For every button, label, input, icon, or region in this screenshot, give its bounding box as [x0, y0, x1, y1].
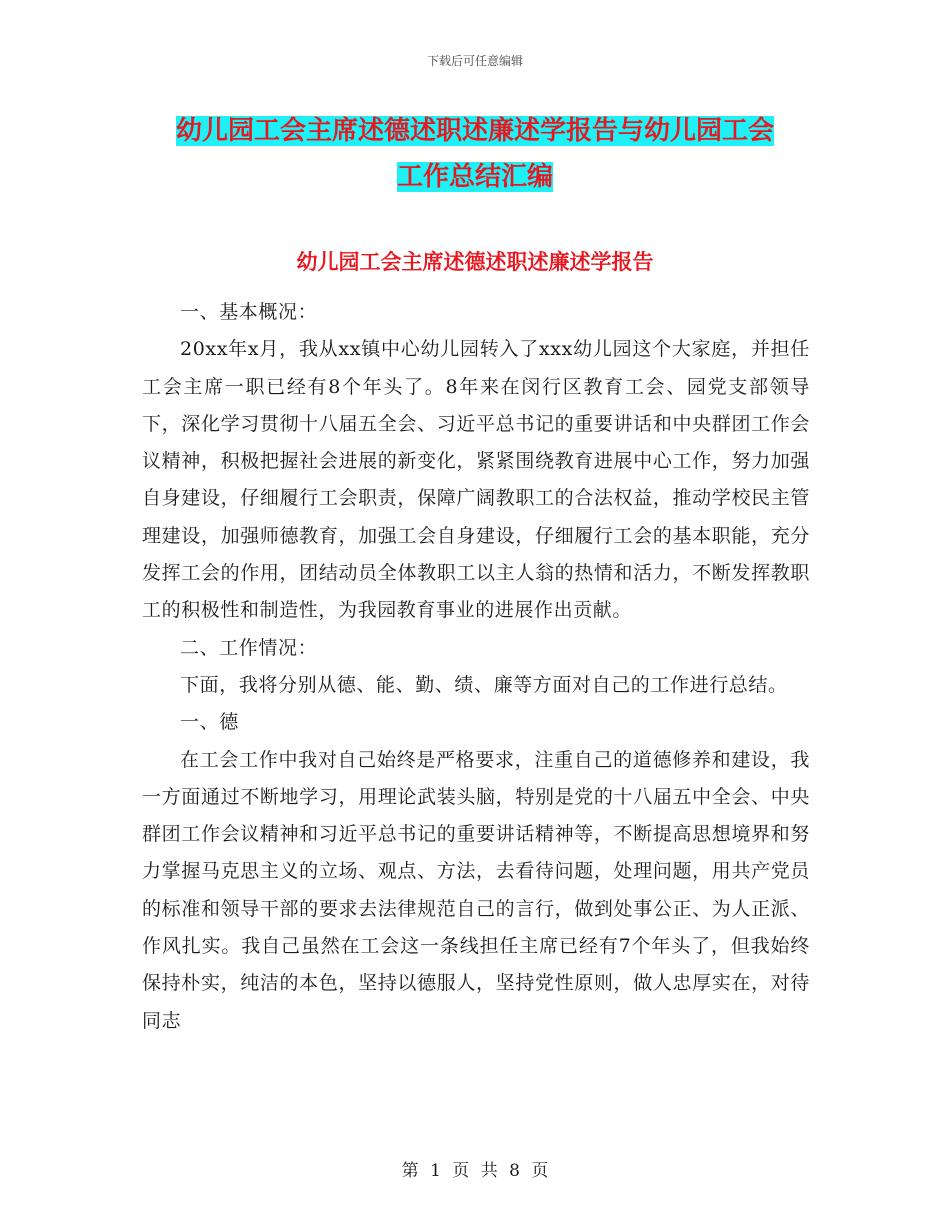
- document-title-line-2: 工作总结汇编: [396, 162, 553, 192]
- document-title-line-1: 幼儿园工会主席述德述职述廉述学报告与幼儿园工会: [175, 116, 774, 146]
- paragraph-work-summary-intro: 下面，我将分别从德、能、勤、绩、廉等方面对自己的工作进行总结。: [180, 673, 788, 696]
- section-title: 幼儿园工会主席述德述职述廉述学报告: [296, 249, 654, 274]
- paragraph-virtue: 在工会工作中我对自己始终是严格要求，注重自己的道德修养和建设，我一方面通过不断地学习，用理论武装头脑，特别是党的十八届五中全会、中央群团工作会议精神和习近平总书记的重要讲话精神等，不断提高思想境界和努力掌握马克思主义的立场、观点、方法，去看待问题，处理问题，用共产党员的标准和领导干部的要求去法律规范自己的言行，做到处事公正、为人正派、作风扎实。我自己虽然在工会这一条线担任主席已经有7个年头了，但我始终保持朴实，纯洁的本色，坚持以德服人，坚持党性原则，做人忠厚实在，对待同志: [142, 748, 810, 1032]
- page-number: 第 1 页 共 8 页: [401, 1161, 549, 1181]
- paragraph-work-situation-heading: 二、工作情况：: [180, 636, 318, 659]
- paragraph-basic-overview-heading: 一、基本概况：: [180, 301, 318, 323]
- page-header-note: 下载后可任意编辑: [426, 54, 523, 68]
- document-body: [142, 294, 810, 1040]
- document-title: [0, 108, 950, 200]
- paragraph-virtue-heading: 一、德: [180, 711, 239, 734]
- paragraph-basic-overview: 20xx年x月，我从xx镇中心幼儿园转入了xxx幼儿园这个大家庭，并担任工会主席一职已经有8个年头了。8年来在闵行区教育工会、园党支部领导下，深化学习贯彻十八届五全会、习近平总书记的重要讲话和中央群团工作会议精神，积极把握社会进展的新变化，紧紧围绕教育进展中心工作，努力加强自身建设，仔细履行工会职责，保障广阔教职工的合法权益，推动学校民主管理建设，加强师德教育，加强工会自身建设，仔细履行工会的基本职能，充分发挥工会的作用，团结动员全体教职工以主人翁的热情和活力，不断发挥教职工的积极性和制造性，为我园教育事业的进展作出贡献。: [142, 338, 810, 622]
